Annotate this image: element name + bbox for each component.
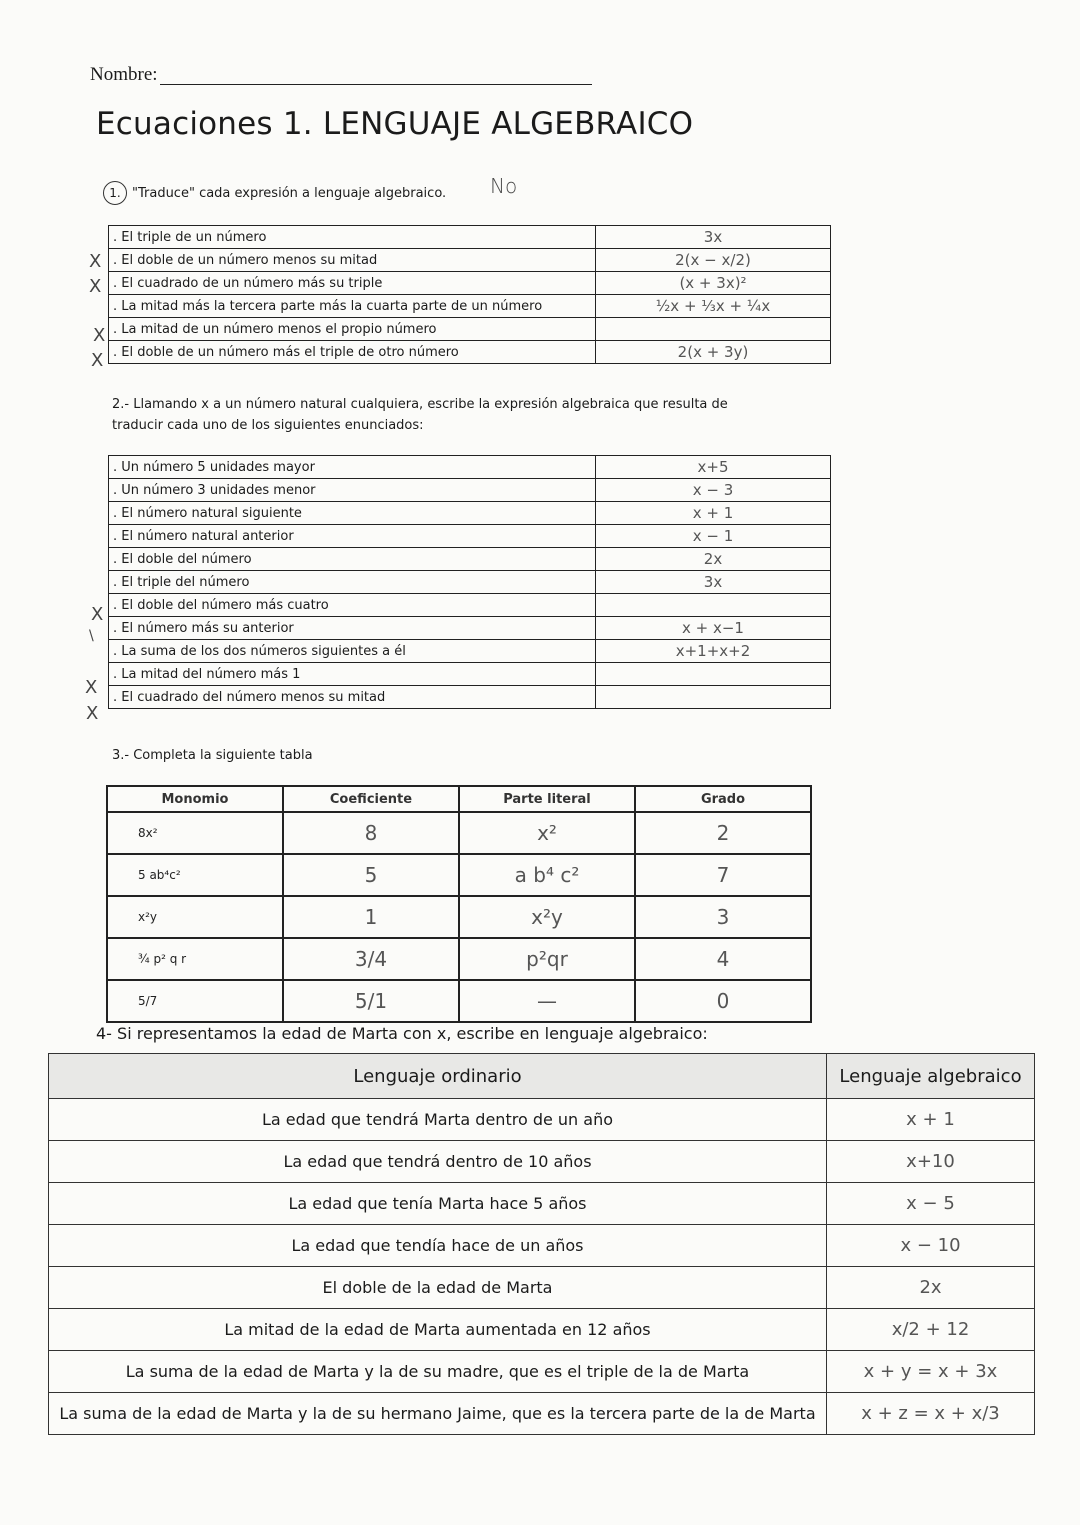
answer-cell[interactable]: ½x + ⅓x + ¼x [596,295,831,318]
answer-cell[interactable]: x/2 + 12 [827,1309,1035,1351]
section4-instruction: 4- Si representamos la edad de Marta con x, escribe en lenguaje algebraico: [96,1024,708,1043]
question-cell: . El cuadrado de un número más su triple [109,272,596,295]
table-row [109,686,831,709]
slash-mark: \ [89,628,94,644]
coeficiente-cell[interactable]: 5 [283,854,459,896]
question-cell: . Un número 3 unidades menor [109,479,596,502]
table-row [49,1267,1035,1309]
answer-cell[interactable]: 2(x − x/2) [596,249,831,272]
parte-literal-cell[interactable]: x² [459,812,635,854]
question-cell: La suma de la edad de Marta y la de su hermano Jaime, que es la tercera parte de la de Marta [49,1393,827,1435]
question-cell: La edad que tenía Marta hace 5 años [49,1183,827,1225]
answer-cell[interactable]: x + 1 [596,502,831,525]
grado-cell[interactable]: 7 [635,854,811,896]
question-cell: . La mitad del número más 1 [109,663,596,686]
table-row [109,341,831,364]
table-row [49,1141,1035,1183]
answer-cell[interactable]: x − 1 [596,525,831,548]
table-row [109,617,831,640]
header-coeficiente: Coeficiente [283,786,459,812]
table-row [107,938,811,980]
table-row [109,226,831,249]
page-title: Ecuaciones 1. LENGUAJE ALGEBRAICO [96,106,694,142]
cross-mark: X [89,276,102,297]
table-row [49,1393,1035,1435]
header-lenguaje-algebraico: Lenguaje algebraico [827,1054,1035,1099]
question-cell: . El doble del número más cuatro [109,594,596,617]
cross-mark: X [91,350,104,371]
question-cell: . El número natural siguiente [109,502,596,525]
table-row [49,1309,1035,1351]
cross-mark: X [85,677,98,698]
parte-literal-cell[interactable]: p²qr [459,938,635,980]
monomio-cell: 8x² [107,812,283,854]
table-row [49,1225,1035,1267]
table-row [109,249,831,272]
answer-cell[interactable]: x + 1 [827,1099,1035,1141]
coeficiente-cell[interactable]: 5/1 [283,980,459,1022]
section2-instruction-line1: 2.- Llamando x a un número natural cualquiera, escribe la expresión algebraica que resulta de [112,397,728,412]
table-row [109,594,831,617]
table-row [109,456,831,479]
table-row [107,812,811,854]
question-cell: . El triple del número [109,571,596,594]
monomio-cell: ¾ p² q r [107,938,283,980]
table-row [109,548,831,571]
question-cell: . El doble de un número más el triple de otro número [109,341,596,364]
answer-cell[interactable]: x+1+x+2 [596,640,831,663]
question-cell: . El número natural anterior [109,525,596,548]
question-cell: La edad que tendrá Marta dentro de un año [49,1099,827,1141]
question-cell: . El doble de un número menos su mitad [109,249,596,272]
cross-mark: X [86,703,99,724]
table-row [49,1099,1035,1141]
answer-cell[interactable] [596,594,831,617]
header-monomio: Monomio [107,786,283,812]
table-row [109,502,831,525]
table-header-row [107,786,811,812]
question-cell: . El doble del número [109,548,596,571]
answer-cell[interactable]: x+5 [596,456,831,479]
header-lenguaje-ordinario: Lenguaje ordinario [49,1054,827,1099]
table-row [109,318,831,341]
table-row [109,525,831,548]
answer-cell[interactable]: 3x [596,571,831,594]
question-cell: La mitad de la edad de Marta aumentada en 12 años [49,1309,827,1351]
answer-cell[interactable]: (x + 3x)² [596,272,831,295]
answer-cell[interactable]: 3x [596,226,831,249]
table-row [107,980,811,1022]
table-traduce [108,225,831,364]
table-row [109,272,831,295]
section1-note: No [490,174,518,198]
grado-cell[interactable]: 2 [635,812,811,854]
nombre-label: Nombre: [90,64,158,85]
answer-cell[interactable]: 2x [827,1267,1035,1309]
answer-cell[interactable]: 2x [596,548,831,571]
answer-cell[interactable]: 2(x + 3y) [596,341,831,364]
question-cell: La edad que tendrá dentro de 10 años [49,1141,827,1183]
answer-cell[interactable]: x + y = x + 3x [827,1351,1035,1393]
question-cell: La suma de la edad de Marta y la de su madre, que es el triple de la de Marta [49,1351,827,1393]
monomio-cell: 5/7 [107,980,283,1022]
answer-cell[interactable]: x + z = x + x/3 [827,1393,1035,1435]
answer-cell[interactable]: x − 3 [596,479,831,502]
answer-cell[interactable]: x − 5 [827,1183,1035,1225]
section3-instruction: 3.- Completa la siguiente tabla [112,748,313,763]
table-enunciados [108,455,831,709]
table-edad-marta [48,1053,1035,1435]
question-cell: . La suma de los dos números siguientes a él [109,640,596,663]
coeficiente-cell[interactable]: 1 [283,896,459,938]
table-row [109,479,831,502]
cross-mark: X [89,251,102,272]
parte-literal-cell[interactable]: a b⁴ c² [459,854,635,896]
section1-instruction: "Traduce" cada expresión a lenguaje algebraico. [132,186,447,201]
table-monomios [106,785,812,1023]
answer-cell[interactable]: x − 10 [827,1225,1035,1267]
question-cell: . El triple de un número [109,226,596,249]
question-cell: . El número más su anterior [109,617,596,640]
answer-cell[interactable] [596,318,831,341]
table-row [109,640,831,663]
table-row [109,295,831,318]
parte-literal-cell[interactable]: — [459,980,635,1022]
grado-cell[interactable]: 4 [635,938,811,980]
question-cell: El doble de la edad de Marta [49,1267,827,1309]
section2-instruction-line2: traducir cada uno de los siguientes enunciados: [112,418,424,433]
grado-cell[interactable]: 0 [635,980,811,1022]
question-cell: La edad que tendía hace de un años [49,1225,827,1267]
answer-cell[interactable]: x + x−1 [596,617,831,640]
answer-cell[interactable] [596,686,831,709]
table-row [109,571,831,594]
table-row [49,1351,1035,1393]
monomio-cell: 5 ab⁴c² [107,854,283,896]
coeficiente-cell[interactable]: 8 [283,812,459,854]
parte-literal-cell[interactable]: x²y [459,896,635,938]
table-row [107,854,811,896]
cross-mark: X [93,325,106,346]
answer-cell[interactable] [596,663,831,686]
table-header-row [49,1054,1035,1099]
question-cell: . Un número 5 unidades mayor [109,456,596,479]
question-cell: . La mitad de un número menos el propio número [109,318,596,341]
section1-number: 1. [103,181,127,205]
nombre-line[interactable] [160,84,592,85]
table-row [49,1183,1035,1225]
monomio-cell: x²y [107,896,283,938]
coeficiente-cell[interactable]: 3/4 [283,938,459,980]
question-cell: . El cuadrado del número menos su mitad [109,686,596,709]
header-parte-literal: Parte literal [459,786,635,812]
answer-cell[interactable]: x+10 [827,1141,1035,1183]
table-row [107,896,811,938]
cross-mark: X [91,604,104,625]
grado-cell[interactable]: 3 [635,896,811,938]
header-grado: Grado [635,786,811,812]
question-cell: . La mitad más la tercera parte más la cuarta parte de un número [109,295,596,318]
table-row [109,663,831,686]
